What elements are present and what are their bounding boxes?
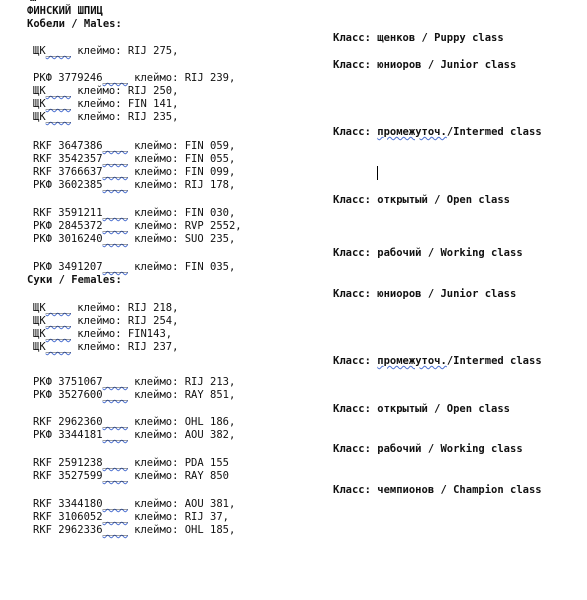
males-open-class-label: Класс: открытый / Open class — [333, 194, 511, 206]
males-open-entry: РКФ 2845372____ клеймо: RVP 2552, — [33, 220, 242, 232]
males-intermed-class-label: Класс: промежуточ./Intermed class — [333, 126, 542, 138]
females-open-entry: RKF 2962360____ клеймо: OHL 186, — [33, 416, 236, 428]
males-junior-entry: ЩК____ клеймо: RIJ 235, — [33, 111, 179, 123]
females-intermed-class-label: Класс: промежуточ./Intermed class — [333, 355, 542, 367]
females-junior-entry: ЩК____ клеймо: RIJ 218, — [33, 302, 179, 314]
males-junior-class-label: Класс: юниоров / Junior class — [333, 59, 517, 71]
males-junior-entry: РКФ 3779246____ клеймо: RIJ 239, — [33, 72, 236, 84]
females-working-entry: RKF 3527599____ клеймо: RAY 850 — [33, 470, 229, 482]
females-heading: Суки / Females: — [27, 274, 122, 286]
males-open-entry: РКФ 3016240____ клеймо: SUO 235, — [33, 233, 236, 245]
females-junior-entry: ЩК____ клеймо: RIJ 237, — [33, 341, 179, 353]
females-champion-entry: RKF 2962336____ клеймо: OHL 185, — [33, 524, 236, 536]
males-intermed-entry: RKF 3766637____ клеймо: FIN 099, — [33, 166, 236, 178]
females-champion-entry: RKF 3344180____ клеймо: AOU 381, — [33, 498, 236, 510]
females-champion-class-label: Класс: чемпионов / Champion class — [333, 484, 542, 496]
males-puppy-entry: ЩК____ клеймо: RIJ 275, — [33, 45, 179, 57]
females-working-class-label: Класс: рабочий / Working class — [333, 443, 523, 455]
females-junior-entry: ЩК____ клеймо: RIJ 254, — [33, 315, 179, 327]
females-working-entry: RKF 2591238____ клеймо: PDA 155 — [33, 457, 229, 469]
females-intermed-entry: РКФ 3751067____ клеймо: RIJ 213, — [33, 376, 236, 388]
females-champion-entry: RKF 3106052____ клеймо: RIJ 37, — [33, 511, 229, 523]
males-working-entry: РКФ 3491207____ клеймо: FIN 035, — [33, 261, 236, 273]
males-intermed-entry: РКФ 3602385____ клеймо: RIJ 178, — [33, 179, 236, 191]
males-puppy-class-label: Класс: щенков / Puppy class — [333, 32, 504, 44]
text-cursor — [377, 166, 378, 180]
males-intermed-entry: RKF 3542357____ клеймо: FIN 055, — [33, 153, 236, 165]
males-junior-entry: ЩК____ клеймо: RIJ 250, — [33, 85, 179, 97]
males-open-entry: RKF 3591211____ клеймо: FIN 030, — [33, 207, 236, 219]
males-heading: Кобели / Males: — [27, 18, 122, 30]
females-open-entry: РКФ 3344181____ клеймо: AOU 382, — [33, 429, 236, 441]
females-intermed-entry: РКФ 3527600____ клеймо: RAY 851, — [33, 389, 236, 401]
females-open-class-label: Класс: открытый / Open class — [333, 403, 511, 415]
females-junior-entry: ЩК____ клеймо: FIN143, — [33, 328, 173, 340]
females-junior-class-label: Класс: юниоров / Junior class — [333, 288, 517, 300]
males-intermed-entry: RKF 3647386____ клеймо: FIN 059, — [33, 140, 236, 152]
males-junior-entry: ЩК____ клеймо: FIN 141, — [33, 98, 179, 110]
males-working-class-label: Класс: рабочий / Working class — [333, 247, 523, 259]
breed-title: ФИНСКИЙ ШПИЦ — [27, 5, 103, 17]
